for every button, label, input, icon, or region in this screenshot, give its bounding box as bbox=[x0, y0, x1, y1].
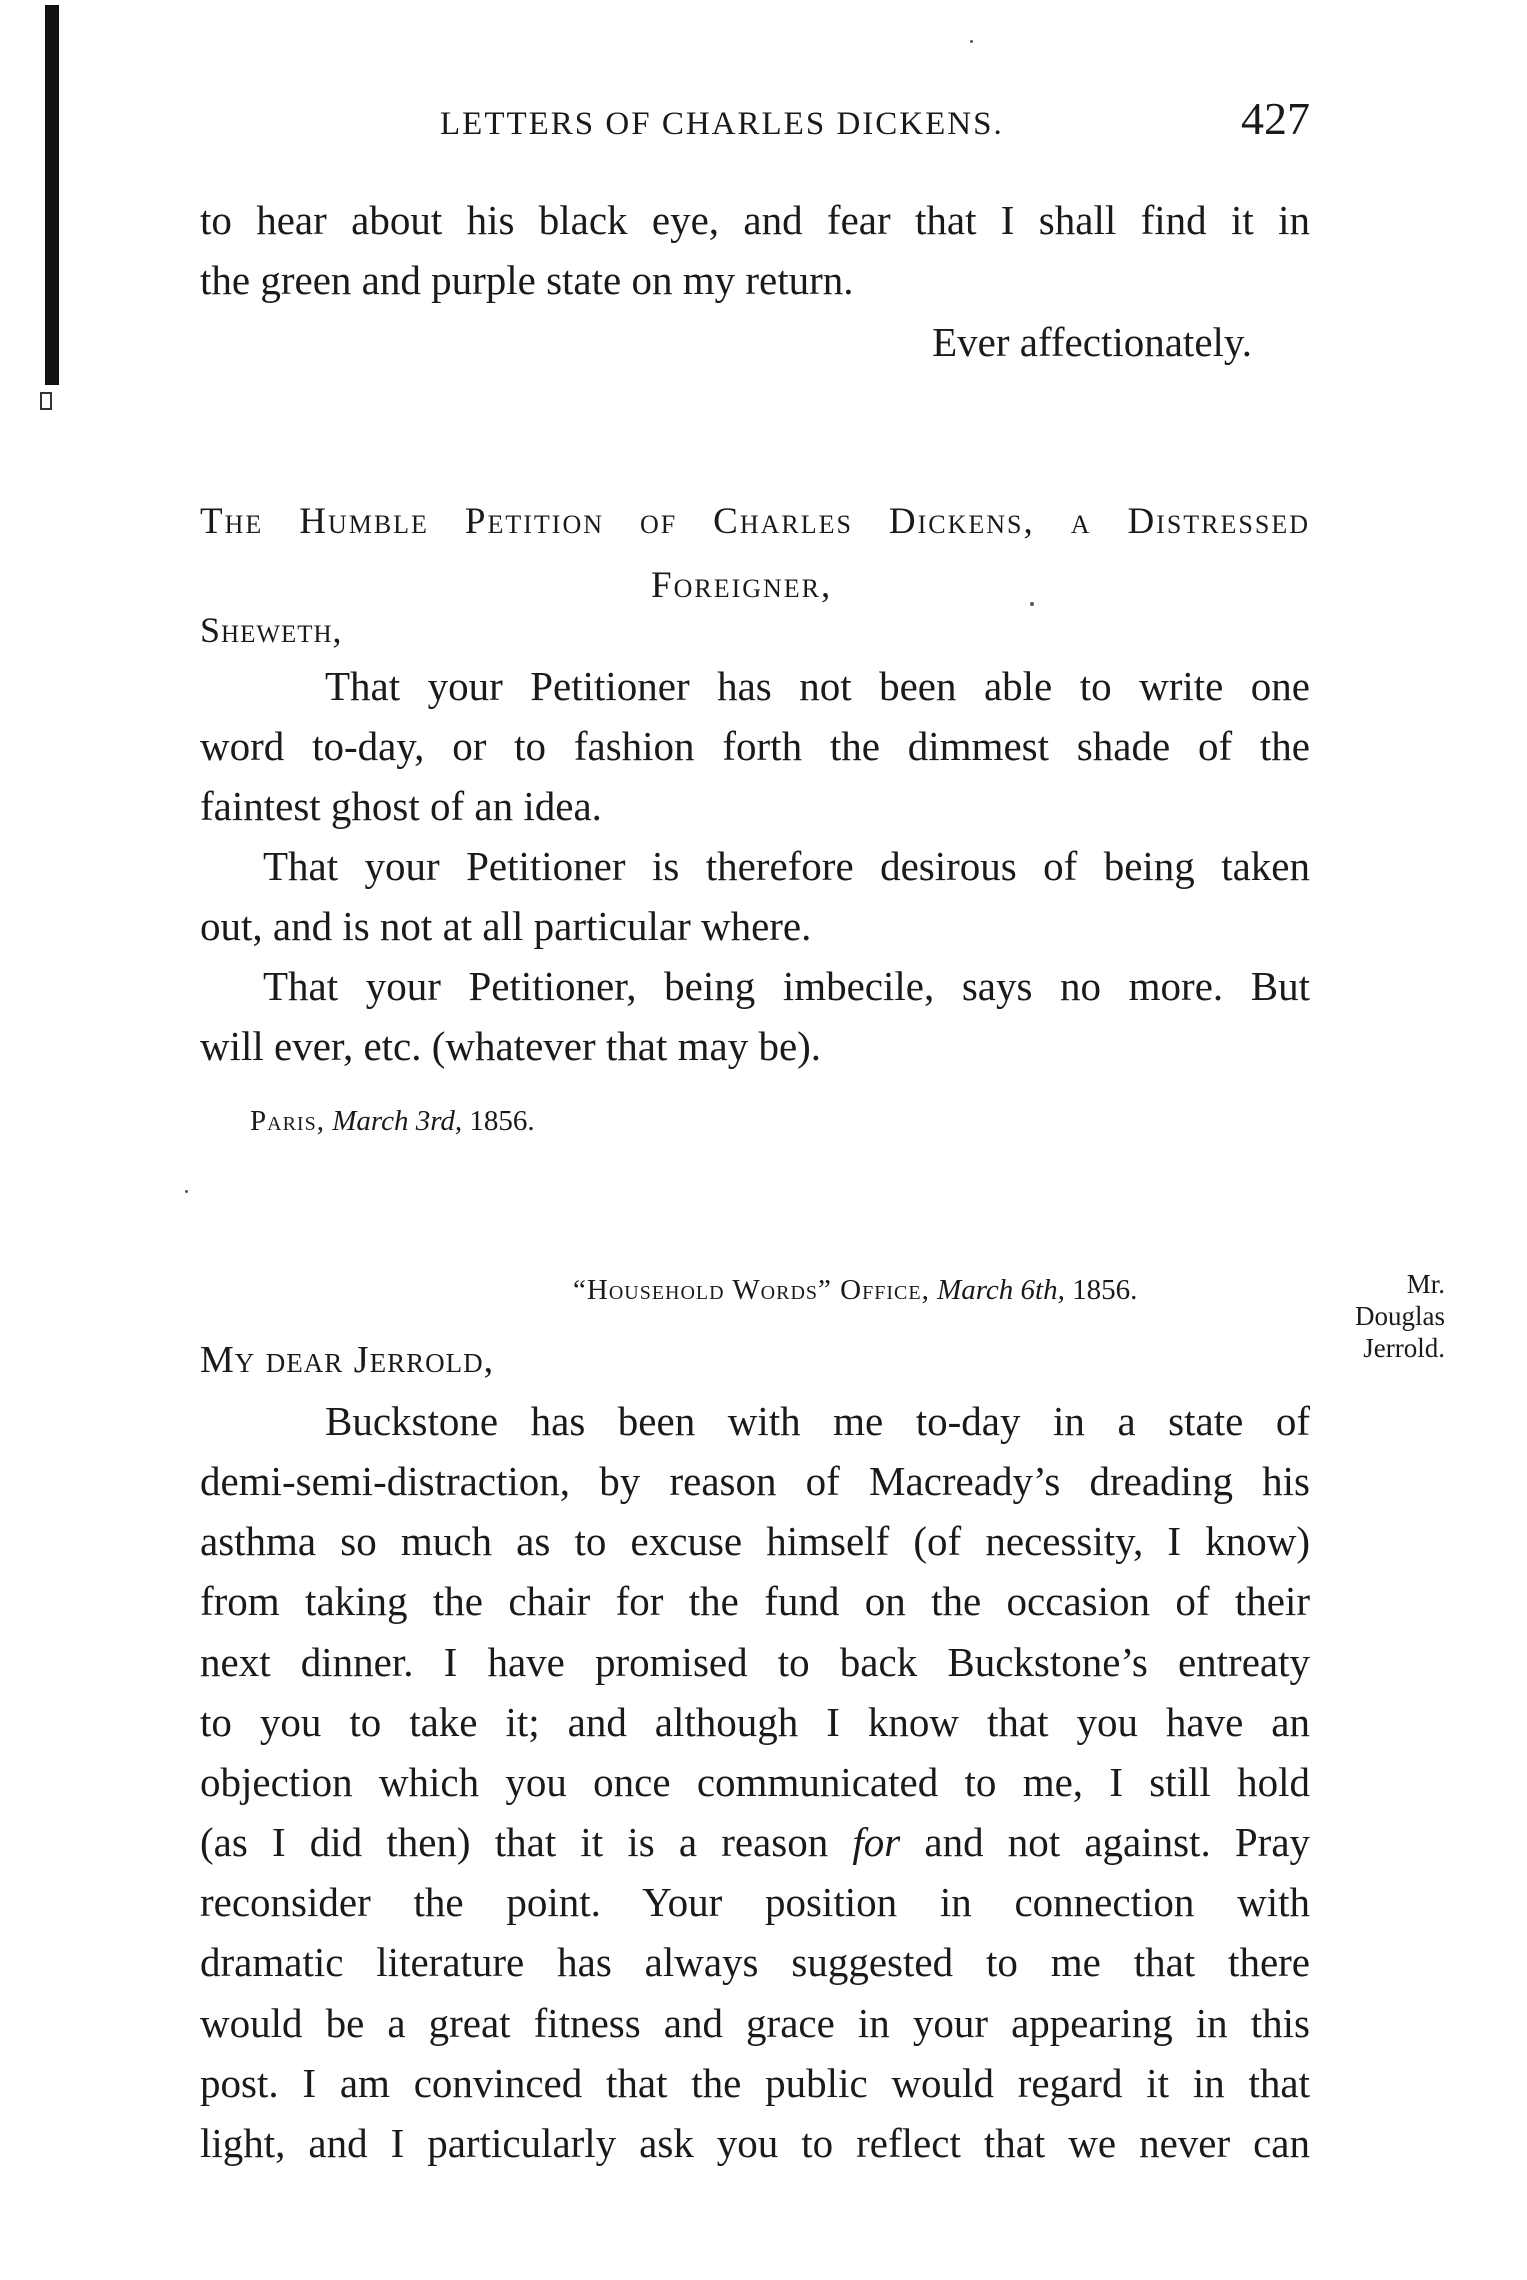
text-line: That your Petitioner is therefore desirous of being taken bbox=[263, 843, 1310, 889]
petition-dateline bbox=[250, 1105, 535, 1138]
text-line: dramatic literature has always suggested to me that there bbox=[200, 1939, 1310, 1985]
dateline-year: 1856. bbox=[1072, 1274, 1138, 1306]
petition-title-continued: Foreigner, bbox=[651, 565, 833, 606]
text-line: will ever, etc. (whatever that may be). bbox=[200, 1023, 822, 1069]
letter-closing: Ever affectionately. bbox=[932, 319, 1252, 365]
text-segment: and not against. Pray bbox=[924, 1819, 1311, 1865]
margin-note bbox=[1320, 1268, 1445, 1364]
scan-speck bbox=[970, 40, 973, 43]
text-line: post. I am convinced that the public would regard it in that bbox=[200, 2060, 1310, 2106]
text-line: faintest ghost of an idea. bbox=[200, 783, 602, 829]
text-line: would be a great fitness and grace in your appearing in this bbox=[200, 2000, 1310, 2046]
text-line: to hear about his black eye, and fear that I shall find it in bbox=[200, 197, 1310, 243]
dateline-date: March 6th, bbox=[937, 1274, 1065, 1306]
text-line: demi-semi-distraction, by reason of Macready’s dreading his bbox=[200, 1458, 1310, 1504]
text-line: reconsider the point. Your position in connection with bbox=[200, 1879, 1310, 1925]
text-line bbox=[200, 1812, 1310, 1872]
petition-title: The Humble Petition of Charles Dickens, a Distressed bbox=[200, 501, 1310, 542]
margin-note-line: Mr. bbox=[1406, 1269, 1445, 1299]
margin-note-line: Douglas bbox=[1355, 1301, 1445, 1331]
letter-dateline bbox=[573, 1274, 1137, 1307]
dateline-date: March 3rd, bbox=[332, 1105, 463, 1137]
text-line: That your Petitioner, being imbecile, says no more. But bbox=[263, 963, 1310, 1009]
text-line: objection which you once communicated to me, I still hold bbox=[200, 1759, 1310, 1805]
page-header bbox=[200, 92, 1310, 152]
binding-mark bbox=[40, 392, 52, 410]
petition-salutation: Sheweth, bbox=[200, 610, 343, 650]
letter-salutation: My dear Jerrold, bbox=[200, 1339, 495, 1381]
text-line: to you to take it; and although I know that you have an bbox=[200, 1699, 1310, 1745]
dateline-office: “Household Words” Office, bbox=[573, 1274, 930, 1306]
text-segment: (as I did then) that it is a reason bbox=[200, 1819, 829, 1865]
dateline-year: 1856. bbox=[469, 1105, 535, 1137]
text-line: out, and is not at all particular where. bbox=[200, 903, 812, 949]
text-line: next dinner. I have promised to back Buckstone’s entreaty bbox=[200, 1639, 1310, 1685]
page-number: 427 bbox=[1241, 93, 1310, 144]
margin-note-line: Jerrold. bbox=[1363, 1333, 1445, 1363]
text-line: light, and I particularly ask you to reflect that we never can bbox=[200, 2120, 1310, 2166]
text-line: from taking the chair for the fund on the occasion of their bbox=[200, 1578, 1310, 1624]
text-line: Buckstone has been with me to-day in a state of bbox=[325, 1398, 1310, 1444]
text-line: asthma so much as to excuse himself (of necessity, I know) bbox=[200, 1518, 1310, 1564]
text-line: the green and purple state on my return. bbox=[200, 257, 854, 303]
scan-speck bbox=[1030, 602, 1034, 606]
running-head: LETTERS OF CHARLES DICKENS. bbox=[440, 106, 1004, 142]
emphasis-text: for bbox=[852, 1819, 901, 1865]
text-line: word to-day, or to fashion forth the dimmest shade of the bbox=[200, 723, 1310, 769]
text-line: That your Petitioner has not been able to write one bbox=[325, 663, 1310, 709]
scan-speck bbox=[185, 1190, 188, 1193]
dateline-place: Paris, bbox=[250, 1105, 325, 1137]
binding-shadow bbox=[45, 5, 59, 385]
